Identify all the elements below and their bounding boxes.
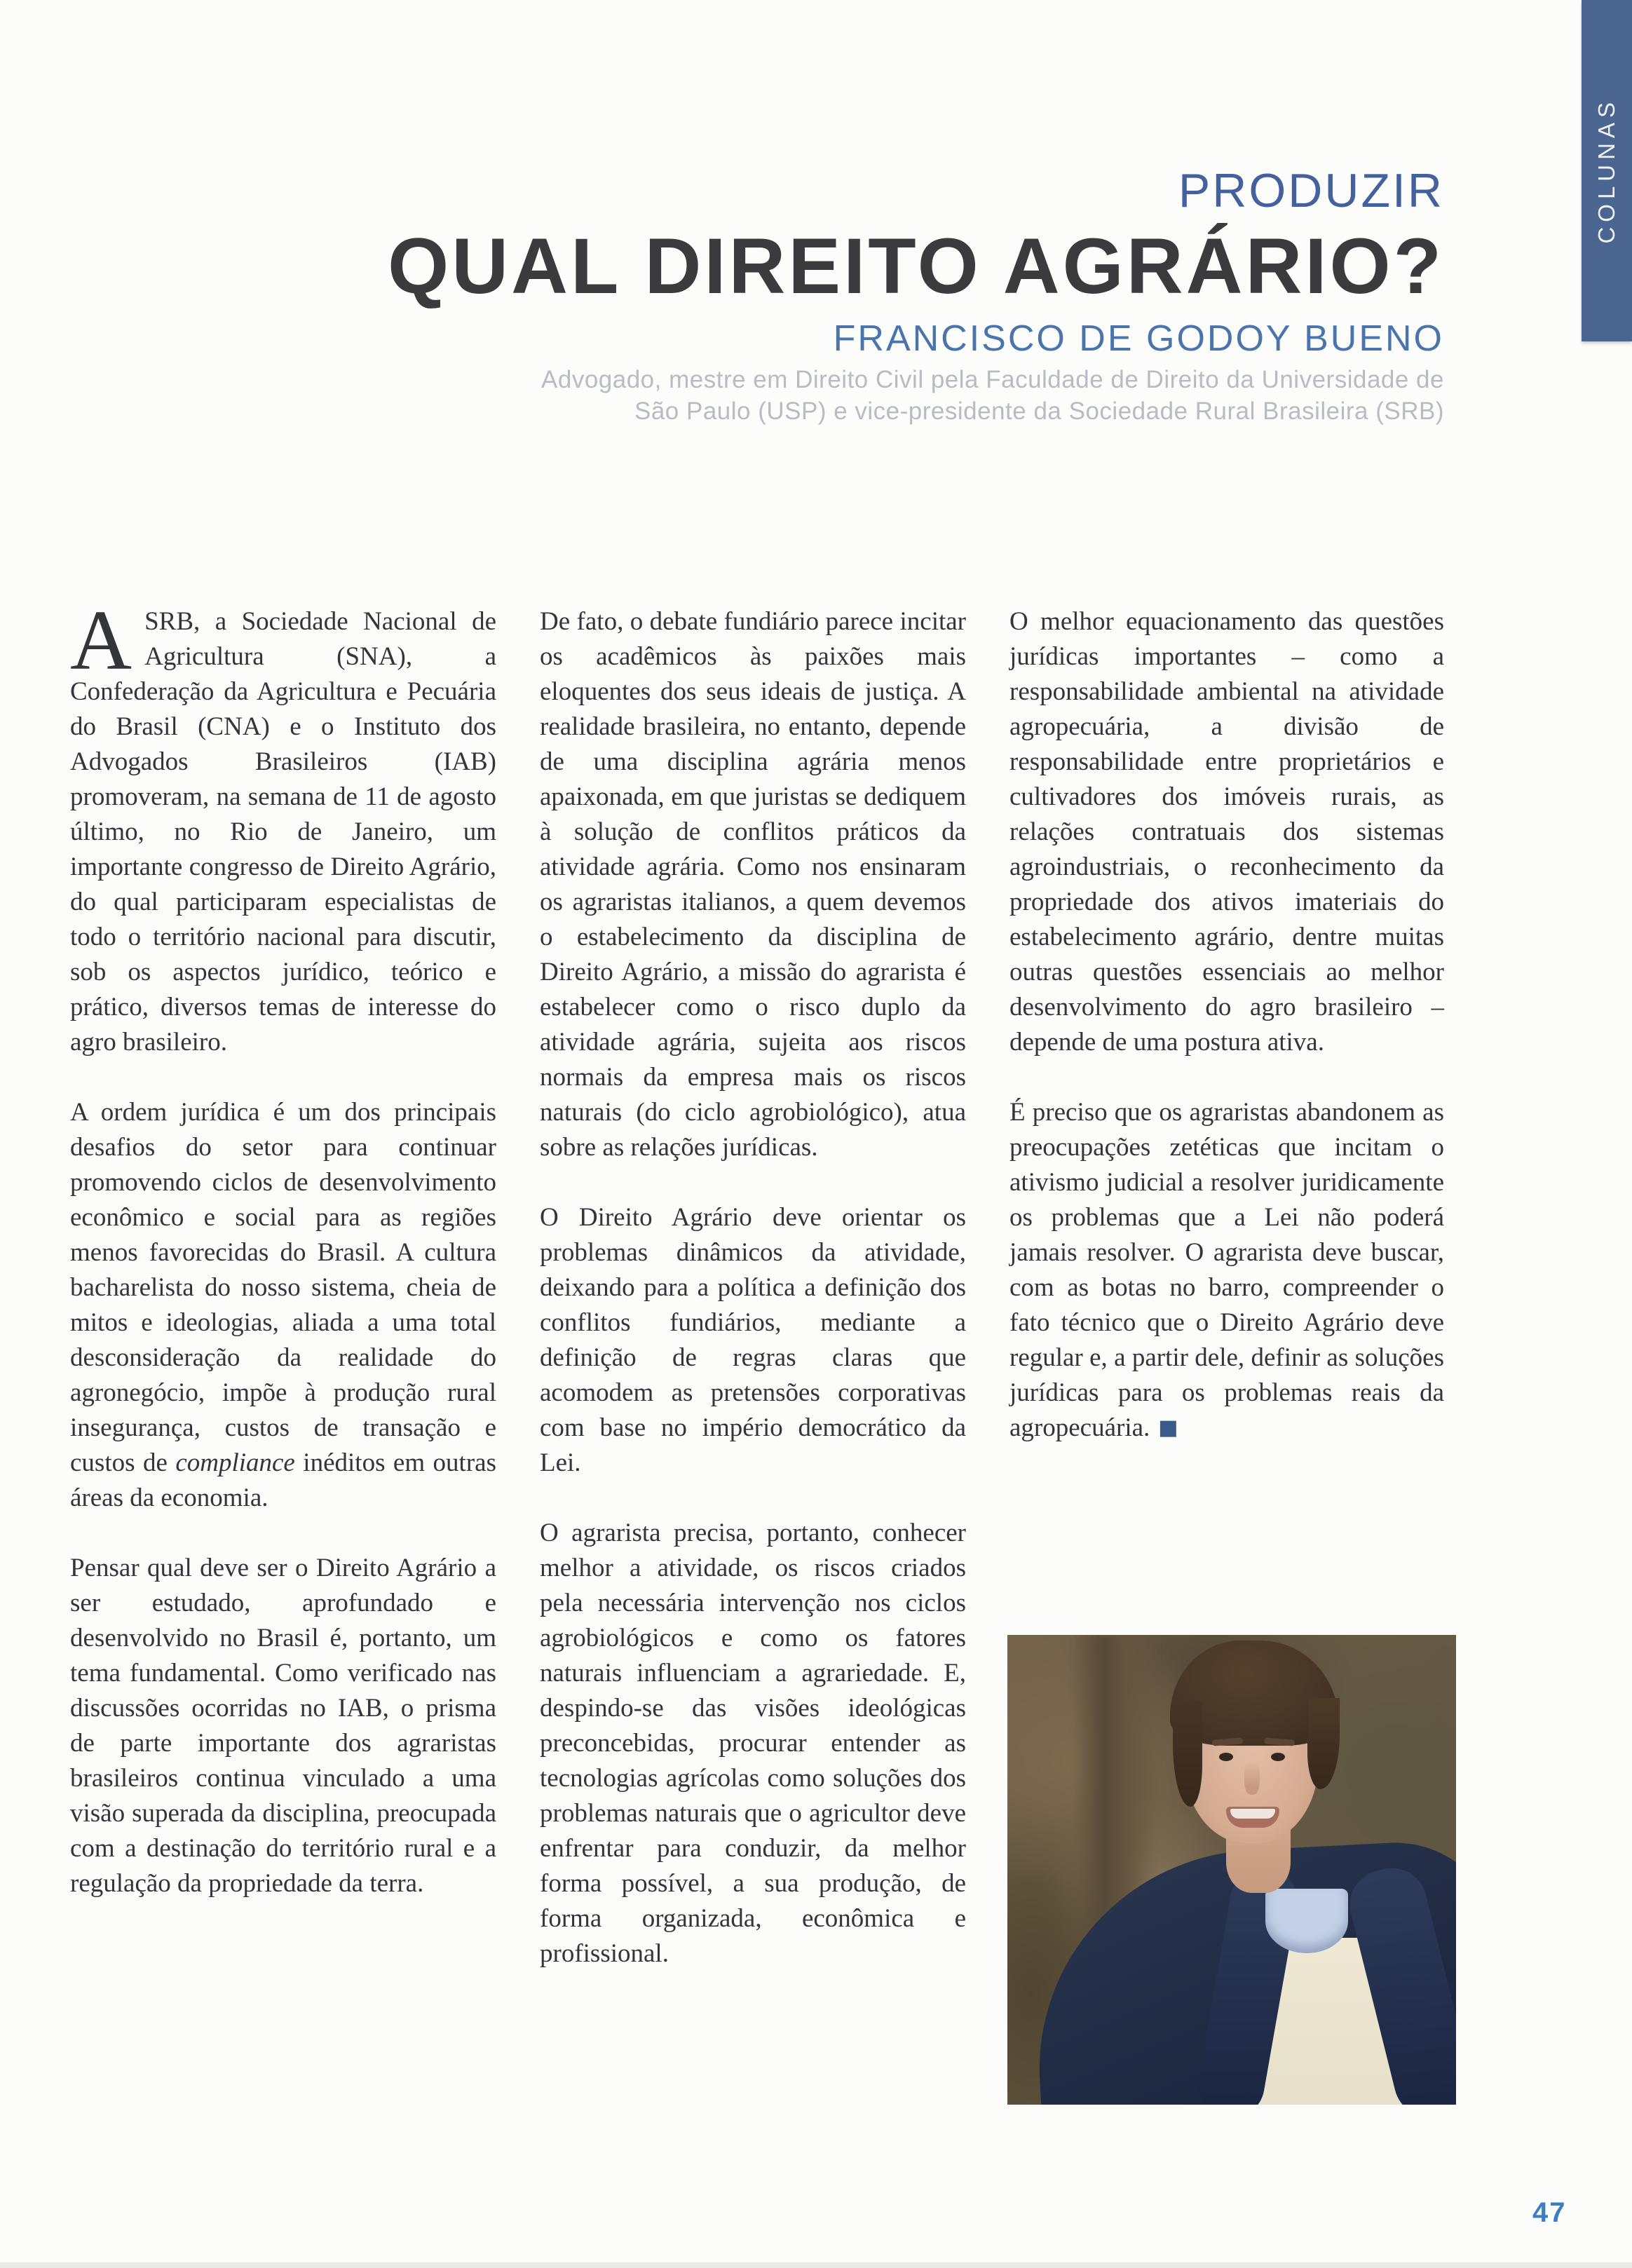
- author-affiliation: [161, 364, 1444, 427]
- paragraph-text: SRB, a Sociedade Nacional de Agricultura (SNA), a Confederação da Agricultura e Pecuária do Brasil (CNA) e o Instituto dos Advogados Brasileiros (IAB) promoveram, na semana de 11 de agosto último, no Rio de Janeiro, um importante congresso de Direito Agrário, do qual participaram especialistas de todo o território nacional para discutir, sob os aspectos jurídico, teórico e prático, diversos temas de interesse do agro brasileiro.: [70, 607, 496, 1057]
- paragraph: O melhor equacionamento das questões jurídicas importantes – como a responsabilidade ambiental na atividade agropecuária, a divisão de responsabilidade entre proprietários e cultivadores dos imóveis rurais, as relações contratuais dos sistemas agroindustriais, o reconhecimento da propriedade dos ativos imateriais do estabelecimento agrário, dentre muitas outras questões essenciais ao melhor desenvolvimento do agro brasileiro – depende de uma postura ativa.: [1009, 607, 1444, 1057]
- paragraph: O agrarista precisa, portanto, conhecer melhor a atividade, os riscos criados pela necessária intervenção nos ciclos agrobiológicos e como os fatores naturais influenciam a agrariedade. E, despindo-se das visões ideológicas preconcebidas, procurar entender as tecnologias agrícolas como soluções dos problemas naturais que o agricultor deve enfrentar para conduzir, da melhor forma possível, a sua produção, de forma organizada, econômica e profissional.: [540, 1519, 966, 1968]
- section-tab-colunas: [1582, 0, 1632, 341]
- article-header: [161, 164, 1444, 427]
- end-mark-icon: ■: [1158, 1415, 1178, 1440]
- man-shirt-collar: [1265, 1889, 1348, 1953]
- paragraph-text: É preciso que os agraristas abandonem as preocupações zetéticas que incitam o ativismo judicial a resolver juridicamente os problemas que a Lei não poderá jamais resolver. O agrarista deve buscar, com as botas no barro, compreender o fato técnico que o Direito Agrário deve regular e, a partir dele, definir as soluções jurídicas para os problemas reais da agropecuária.: [1009, 1098, 1444, 1442]
- paragraph: [1009, 1095, 1444, 1447]
- paragraph: O Direito Agrário deve orientar os problemas dinâmicos da atividade, deixando para a política a definição dos conflitos fundiários, mediante a definição de regras claras que acomodem as pretensões corporativas com base no império democrático da Lei.: [540, 1203, 966, 1477]
- text-column-1: [70, 593, 496, 1936]
- author-photo: [1007, 1635, 1456, 2105]
- man-nose: [1244, 1761, 1260, 1795]
- paragraph: De fato, o debate fundiário parece incitar os acadêmicos às paixões mais eloquentes dos seus ideais de justiça. A realidade brasileira, no entanto, depende de uma disciplina agrária menos apaixonada, em que juristas se dediquem à solução de conflitos práticos da atividade agrária. Como nos ensinaram os agraristas italianos, a quem devemos o estabelecimento da disciplina de Direito Agrário, a missão do agrarista é estabelecer como o risco duplo da atividade agrária, sujeita aos riscos normais da empresa mais os riscos naturais (do ciclo agrobiológico), atua sobre as relações jurídicas.: [540, 607, 966, 1162]
- page-bottom-edge: [0, 2262, 1632, 2268]
- paragraph: Pensar qual deve ser o Direito Agrário a ser estudado, aprofundado e desenvolvido no Brasil é, portanto, um tema fundamental. Como verificado nas discussões ocorridas no IAB, o prisma de parte importante dos agraristas brasileiros continua vinculado a uma visão superada da disciplina, preocupada com a destinação do território rural e a regulação da propriedade da terra.: [70, 1554, 496, 1898]
- paragraph-text: A ordem jurídica é um dos principais desafios do setor para continuar promovendo ciclos de desenvolvimento econômico e social para as regiões menos favorecidas do Brasil. A cultura bacharelista do nosso sistema, cheia de mitos e ideologias, aliada a uma total desconsideração da realidade do agronegócio, impõe à produção rural insegurança, custos de transação e custos de: [70, 1098, 496, 1477]
- affiliation-line-1: Advogado, mestre em Direito Civil pela Faculdade de Direito da Universidade de: [541, 365, 1444, 393]
- man-smile: [1230, 1809, 1275, 1819]
- section-tab-label: COLUNAS: [1593, 97, 1619, 244]
- affiliation-line-2: São Paulo (USP) e vice-presidente da Sociedade Rural Brasileira (SRB): [634, 397, 1444, 425]
- paragraph: [70, 1095, 496, 1516]
- section-kicker: PRODUZIR: [1178, 164, 1444, 217]
- drop-cap: A: [70, 593, 132, 688]
- text-column-3: [1009, 604, 1444, 1482]
- man-eye-left: [1219, 1753, 1233, 1761]
- paragraph-text: inéditos em outras áreas da economia.: [70, 1448, 496, 1512]
- author-name: FRANCISCO DE GODOY BUENO: [833, 318, 1444, 359]
- page-number: 47: [1532, 2197, 1567, 2228]
- paragraph: [70, 593, 496, 1060]
- article-title: QUAL DIREITO AGRÁRIO?: [388, 222, 1444, 310]
- text-column-2: [540, 604, 966, 2006]
- man-eye-right: [1271, 1753, 1285, 1761]
- italic-term: compliance: [175, 1448, 295, 1477]
